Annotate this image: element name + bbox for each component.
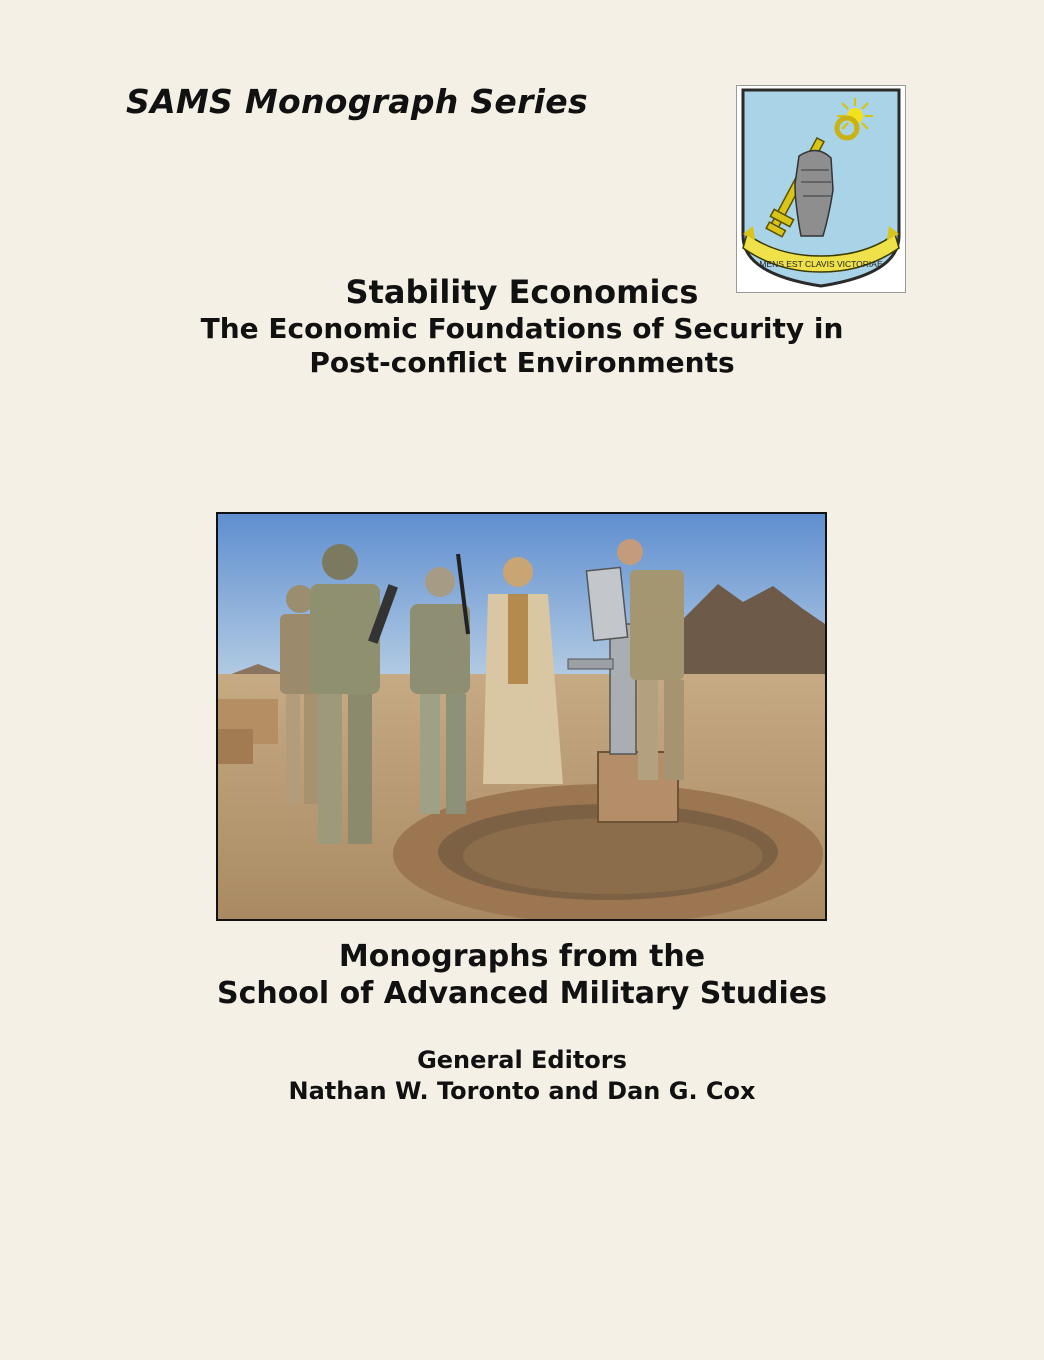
- title-block: [0, 273, 1044, 380]
- monographs-block: [0, 938, 1044, 1012]
- monographs-line1: Monographs from the: [338, 939, 706, 974]
- cover-photo: [216, 512, 827, 921]
- sams-crest: [736, 85, 906, 293]
- monographs-line2: School of Advanced Military Studies: [216, 976, 828, 1011]
- editors-block: [0, 1045, 1044, 1107]
- editors-names: Nathan W. Toronto and Dan G. Cox: [288, 1077, 756, 1105]
- book-subtitle-line1: The Economic Foundations of Security in: [200, 312, 844, 345]
- editors-heading: General Editors: [417, 1046, 627, 1074]
- crest-motto: MENS EST CLAVIS VICTORIAE: [759, 259, 883, 269]
- series-title: SAMS Monograph Series: [126, 82, 588, 121]
- book-title: Stability Economics: [345, 273, 699, 311]
- book-subtitle-line2: Post-conflict Environments: [309, 346, 735, 379]
